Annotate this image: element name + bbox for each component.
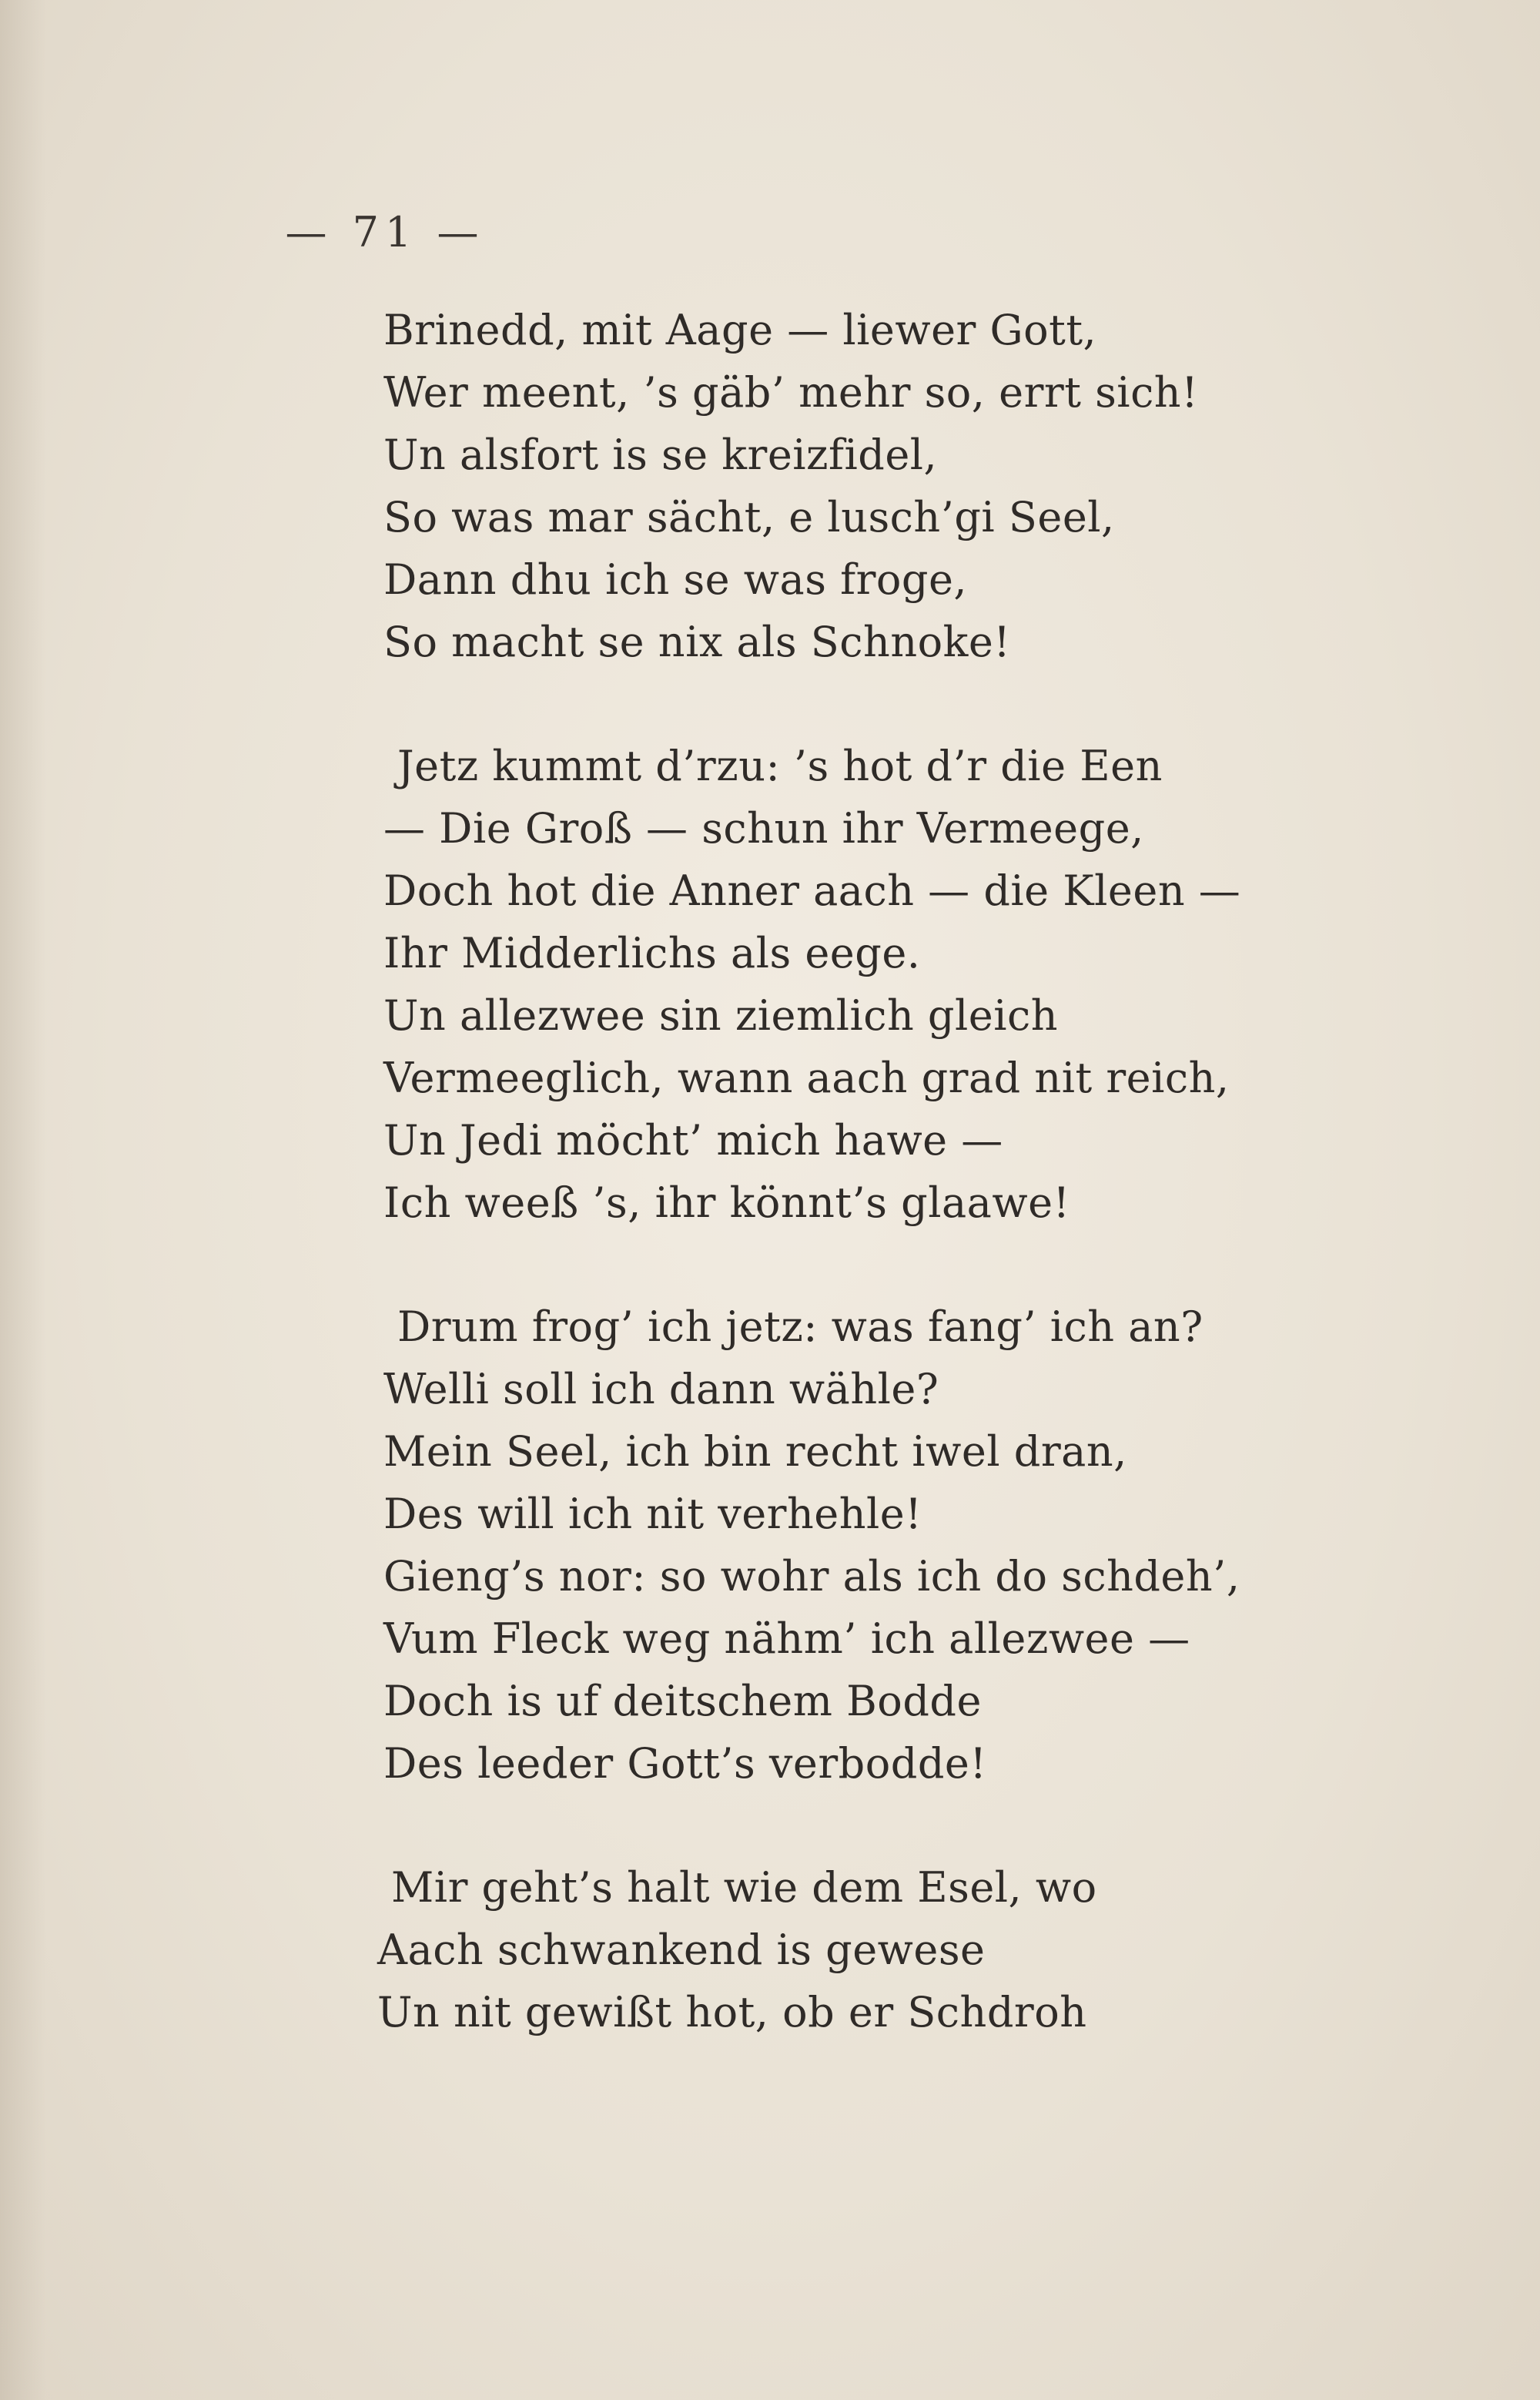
- poem-line: Des will ich nit verhehle!: [383, 1490, 922, 1538]
- page-number: — 71 —: [285, 208, 485, 256]
- poem-line: So macht se nix als Schnoke!: [383, 618, 1011, 666]
- page-edge-shadow: [0, 0, 46, 2400]
- poem-line: Drum frog’ ich jetz: was fang’ ich an?: [397, 1302, 1204, 1351]
- poem-text: [377, 299, 1384, 2105]
- poem-line: Vum Fleck weg nähm’ ich allezwee —: [383, 1614, 1190, 1663]
- poem-line: Un alsfort is se kreizfidel,: [383, 431, 938, 479]
- stanza-2: [383, 735, 1384, 1234]
- poem-line: Doch hot die Anner aach — die Kleen —: [383, 866, 1241, 915]
- poem-line: Mir geht’s halt wie dem Esel, wo: [391, 1863, 1097, 1912]
- poem-line: So was mar sächt, e lusch’gi Seel,: [383, 493, 1115, 541]
- stanza-1: [383, 299, 1384, 673]
- poem-line: Un nit gewißt hot, ob er Schdroh: [377, 1988, 1087, 2036]
- stanza-3: [383, 1296, 1384, 1795]
- poem-line: Mein Seel, ich bin recht iwel dran,: [383, 1427, 1127, 1476]
- poem-line: Vermeeglich, wann aach grad nit reich,: [383, 1054, 1230, 1102]
- poem-line: Aach schwankend is gewese: [377, 1926, 986, 1974]
- poem-line: Jetz kummt d’rzu: ’s hot d’r die Een: [397, 742, 1163, 790]
- poem-line: Ihr Midderlichs als eege.: [383, 929, 921, 977]
- poem-line: Gieng’s nor: so wohr als ich do schdeh’,: [383, 1552, 1240, 1601]
- poem-line: Des leeder Gott’s verbodde!: [383, 1739, 987, 1788]
- poem-line: Wer meent, ’s gäb’ mehr so, errt sich!: [383, 368, 1199, 417]
- poem-line: Ich weeß ’s, ihr könnt’s glaawe!: [383, 1178, 1070, 1227]
- poem-line: — Die Groß — schun ihr Vermeege,: [383, 804, 1144, 853]
- poem-line: Un allezwee sin ziemlich gleich: [383, 991, 1059, 1040]
- poem-line: Brinedd, mit Aage — liewer Gott,: [383, 306, 1097, 354]
- poem-line: Un Jedi möcht’ mich hawe —: [383, 1116, 1003, 1165]
- poem-line: Welli soll ich dann wähle?: [383, 1365, 939, 1413]
- poem-line: Doch is uf deitschem Bodde: [383, 1677, 982, 1725]
- poem-line: Dann dhu ich se was froge,: [383, 555, 968, 604]
- stanza-4: [377, 1856, 1384, 2043]
